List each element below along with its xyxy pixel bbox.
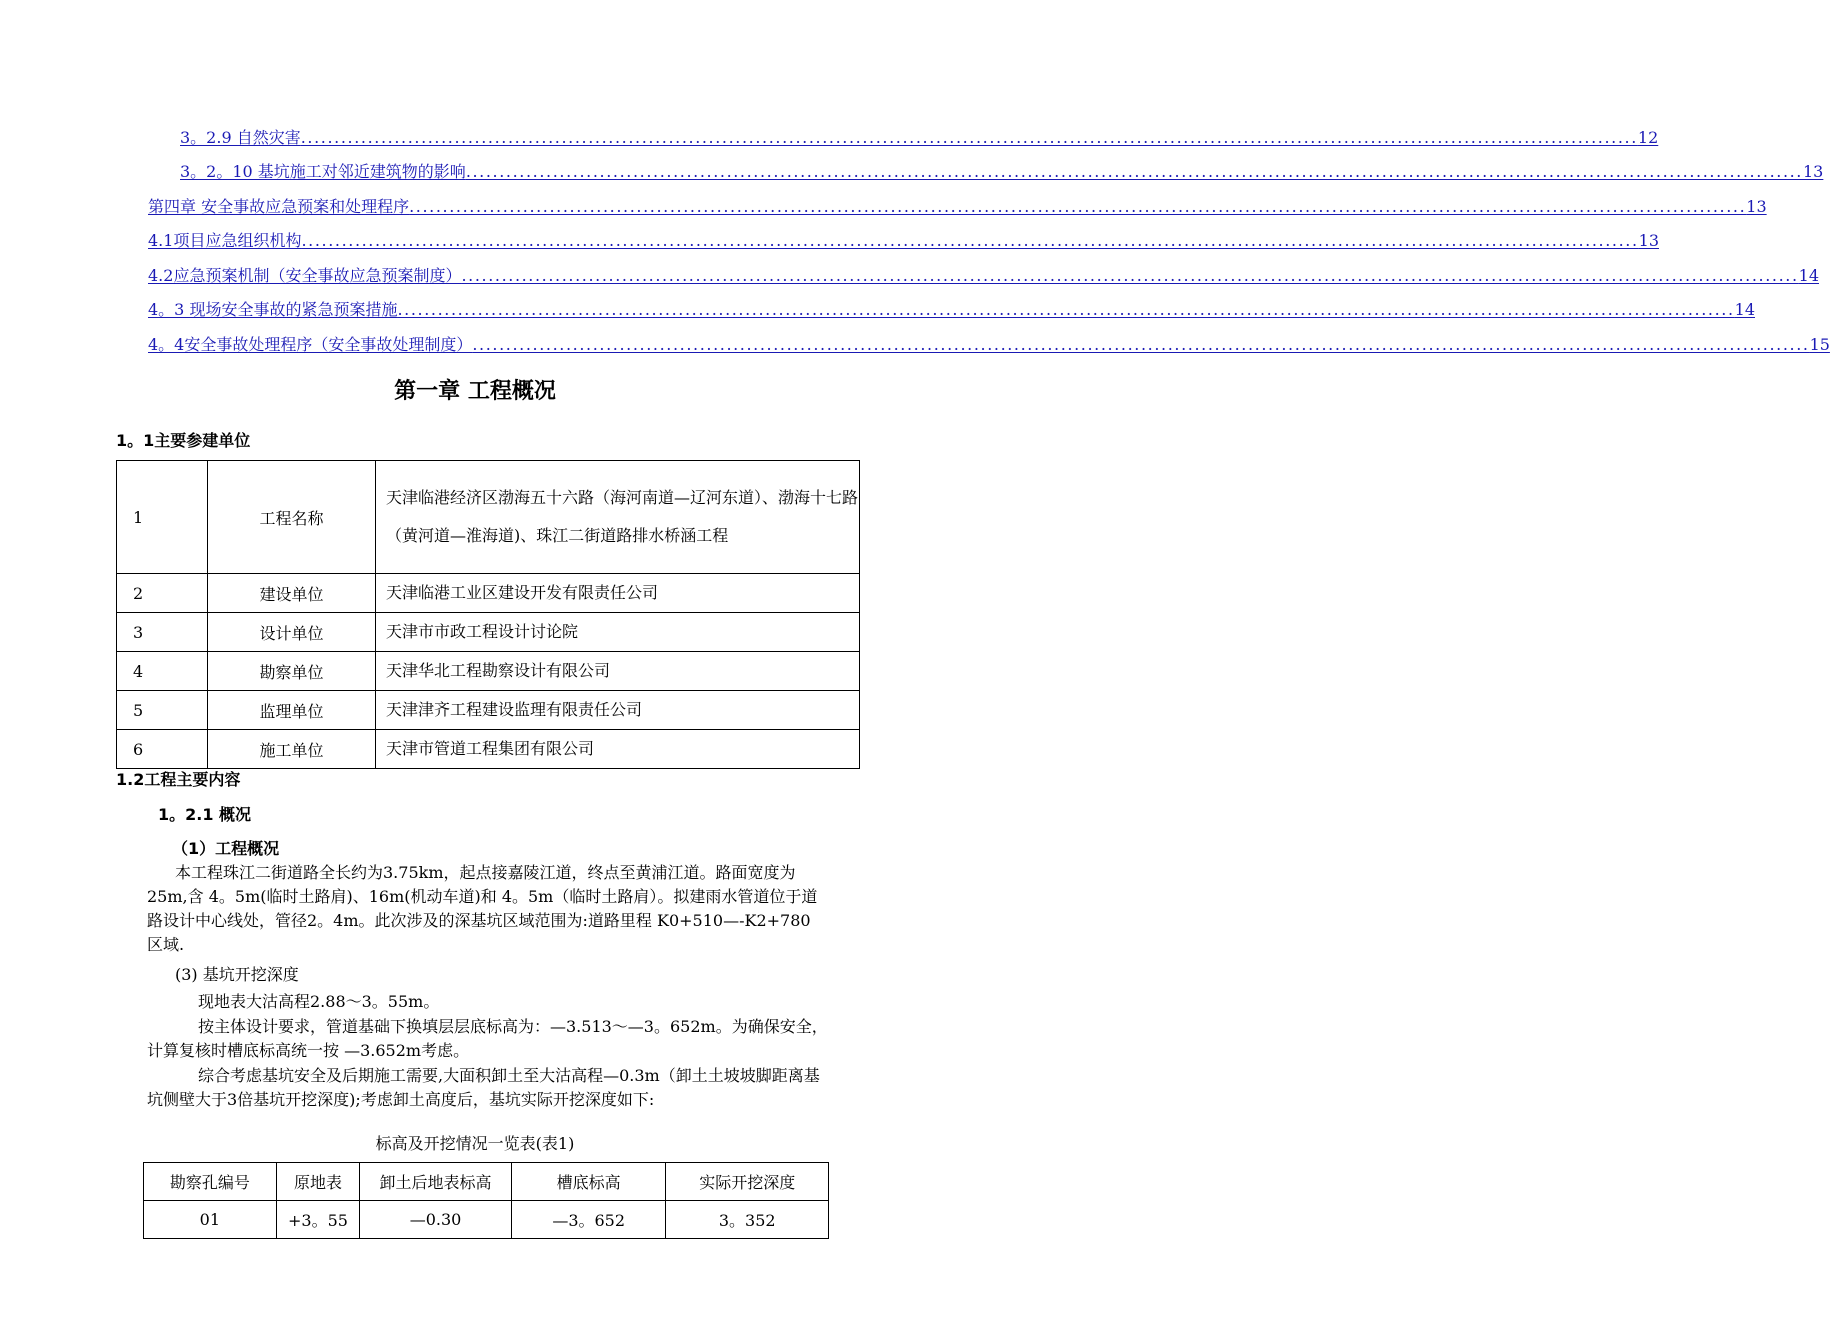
participants-table (116, 460, 860, 769)
table-row (117, 691, 860, 730)
section-heading-1-1: 1。1主要参建单位 (116, 431, 251, 450)
row-number: 1 (117, 461, 208, 574)
ground-elevation-paragraph: 现地表大沽高程2.88～3。55m。 (198, 992, 440, 1011)
toc-entry[interactable] (180, 160, 1824, 182)
row-role: 勘察单位 (208, 652, 376, 691)
row-number: 5 (117, 691, 208, 730)
row-number: 6 (117, 730, 208, 769)
toc-leader-dots: ........................................................................................................................................................................................................ (301, 231, 1639, 250)
row-role: 工程名称 (208, 461, 376, 574)
excavation-depth-paragraph: 综合考虑基坑安全及后期施工需要,大面积卸土至大沽高程—0.3m（卸土土坡坡脚距离基坑侧壁大于3倍基坑开挖深度);考虑卸土高度后，基坑实际开挖深度如下: (147, 1066, 820, 1109)
table-cell: —0.30 (360, 1201, 512, 1239)
table-caption: 标高及开挖情况一览表(表1) (375, 1134, 575, 1153)
row-number: 2 (117, 574, 208, 613)
table-row (117, 461, 860, 574)
toc-leader-dots: ........................................................................................................................................................................................................ (472, 335, 1810, 354)
table-row (117, 613, 860, 652)
column-header: 实际开挖深度 (666, 1163, 829, 1201)
toc-page-number[interactable]: 14 (1798, 266, 1819, 285)
column-header: 勘察孔编号 (144, 1163, 277, 1201)
subsection-heading: 1。2.1 概况 (158, 805, 252, 824)
toc-leader-dots: ........................................................................................................................................................................................................ (300, 128, 1638, 147)
row-organization: 天津华北工程勘察设计有限公司 (376, 652, 860, 691)
toc-leader-dots: ........................................................................................................................................................................................................ (465, 162, 1803, 181)
toc-entry[interactable] (148, 333, 1830, 355)
row-role: 设计单位 (208, 613, 376, 652)
row-organization: 天津临港经济区渤海五十六路（海河南道—辽河东道）、渤海十七路（黄河道—淮海道)、珠江二街道路排水桥涵工程 (376, 461, 860, 574)
table-cell: 01 (144, 1201, 277, 1239)
toc-entry-label[interactable]: 3。2。10 基坑施工对邻近建筑物的影响 (180, 162, 466, 181)
project-overview-paragraph: 本工程珠江二街道路全长约为3.75km，起点接嘉陵江道，终点至黄浦江道。路面宽度为25m,含 4。5m(临时土路肩)、16m(机动车道)和 4。5m（临时土路肩）。拟建雨水管道位于道路设计中心线处，管径2。4m。此次涉及的深基坑区域范围为:道路里程 K0+510—-K2+780 区域. (147, 863, 818, 954)
row-organization: 天津市市政工程设计讨论院 (376, 613, 860, 652)
design-requirement-paragraph: 按主体设计要求，管道基础下换填层层底标高为：—3.513～—3。652m。为确保安全，计算复核时槽底标高统一按 —3.652m考虑。 (147, 1017, 828, 1060)
column-header: 原地表 (276, 1163, 360, 1201)
toc-entry[interactable] (180, 126, 1659, 148)
toc-page-number[interactable]: 13 (1803, 162, 1824, 181)
row-organization: 天津津齐工程建设监理有限责任公司 (376, 691, 860, 730)
section-heading-1-2: 1.2工程主要内容 (116, 770, 241, 789)
table-row (144, 1201, 829, 1239)
toc-page-number[interactable]: 12 (1637, 128, 1659, 147)
row-role: 监理单位 (208, 691, 376, 730)
toc-page-number[interactable]: 14 (1734, 300, 1755, 319)
toc-entry-label[interactable]: 4.1项目应急组织机构 (148, 231, 302, 250)
toc-entry[interactable] (148, 264, 1819, 286)
toc-entry-label[interactable]: 第四章 安全事故应急预案和处理程序 (148, 197, 410, 216)
table-header-row (144, 1163, 829, 1201)
toc-page-number[interactable]: 15 (1809, 335, 1830, 354)
toc-entry-label[interactable]: 3。2.9 自然灾害 (180, 128, 301, 147)
toc-entry-label[interactable]: 4。4安全事故处理程序（安全事故处理制度） (148, 335, 473, 354)
column-header: 槽底标高 (511, 1163, 666, 1201)
toc-entry-label[interactable]: 4.2应急预案机制（安全事故应急预案制度） (148, 266, 462, 285)
table-row (117, 652, 860, 691)
excavation-depth-table (143, 1162, 829, 1239)
toc-page-number[interactable]: 13 (1638, 231, 1659, 250)
toc-leader-dots: ........................................................................................................................................................................................................ (461, 266, 1799, 285)
row-role: 建设单位 (208, 574, 376, 613)
toc-entry-label[interactable]: 4。3 现场安全事故的紧急预案措施 (148, 300, 398, 319)
table-cell: 3。352 (666, 1201, 829, 1239)
toc-entry[interactable] (148, 229, 1659, 251)
table-row (117, 574, 860, 613)
row-role: 施工单位 (208, 730, 376, 769)
chapter-title: 第一章 工程概况 (394, 379, 556, 404)
row-number: 3 (117, 613, 208, 652)
row-organization: 天津临港工业区建设开发有限责任公司 (376, 574, 860, 613)
toc-page-number[interactable]: 13 (1746, 197, 1767, 216)
toc-entry[interactable] (148, 195, 1767, 217)
table-cell: —3。652 (511, 1201, 666, 1239)
column-header: 卸土后地表标高 (360, 1163, 512, 1201)
item-3-heading: (3) 基坑开挖深度 (175, 965, 299, 984)
toc-leader-dots: ........................................................................................................................................................................................................ (409, 197, 1747, 216)
toc-entry[interactable] (148, 298, 1755, 320)
table-cell: +3。55 (276, 1201, 360, 1239)
row-number: 4 (117, 652, 208, 691)
toc-leader-dots: ........................................................................................................................................................................................................ (397, 300, 1735, 319)
item-heading: （1）工程概况 (172, 839, 280, 858)
table-row (117, 730, 860, 769)
row-organization: 天津市管道工程集团有限公司 (376, 730, 860, 769)
